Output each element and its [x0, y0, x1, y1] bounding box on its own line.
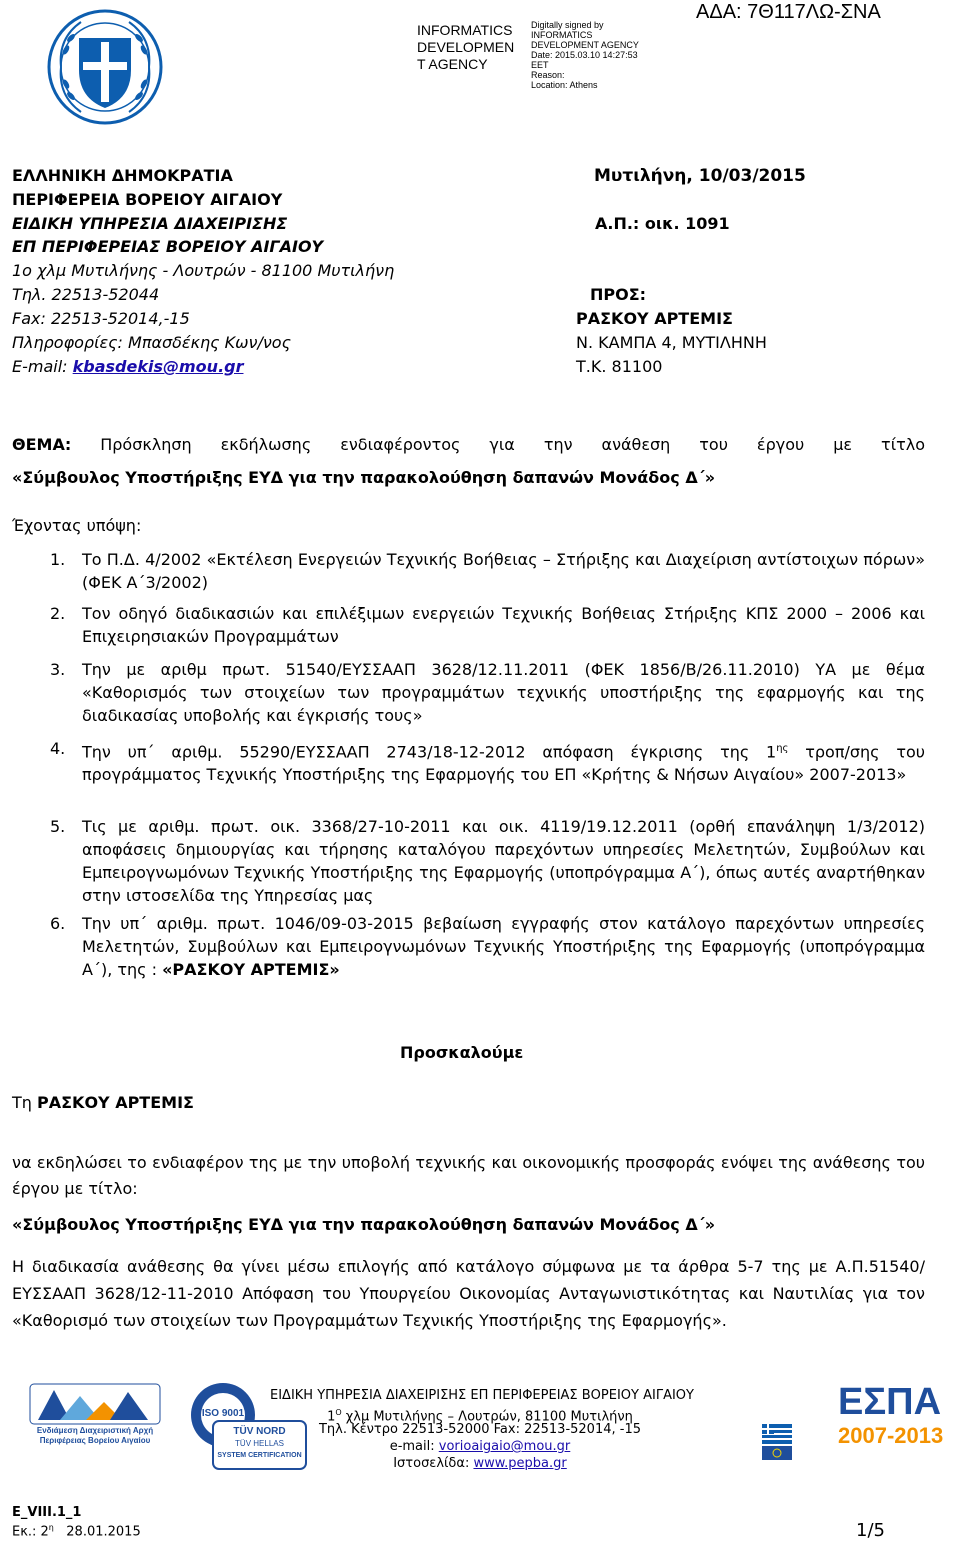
signer-line: DEVELOPMEN	[417, 39, 515, 55]
list-item-number: 5.	[50, 817, 66, 836]
espa-title: ΕΣΠΑ	[838, 1381, 942, 1423]
signature-details	[531, 20, 639, 90]
list-item-text: Την με αριθμ πρωτ. 51540/ΕΥΣΣΑΑΠ 3628/12.11.2011 (ΦΕΚ 1856/Β/26.11.2010) ΥΑ με θέμα «Καθορισμός των στοιχείων των προγραμμάτων τεχνικής υποστήριξης της εφαρμογής και της διαδικασίας υποβολής και έγκρισής τους»	[82, 660, 925, 725]
sender-fax: Fax: 22513-52014,-15	[12, 309, 190, 328]
list-item-number: 1.	[50, 550, 66, 569]
document-code: Ε_VIII.1_1	[12, 1505, 82, 1520]
list-item-text-part: Την υπ΄ αριθμ. 55290/ΕΥΣΣΑΑΠ 2743/18-12-2012 απόφαση έγκρισης της 1	[82, 742, 777, 762]
list-item-text: Τις με αριθμ. πρωτ. οικ. 3368/27-10-2011 και οικ. 4119/19.12.2011 (ορθή επανάληψη 1/3/2012) αποφάσεις δημιουργίας και τήρησης καταλόγου παρεχόντων υπηρεσίες Μελετητών, Συμβούλων και Εμπειρογνωμόνων Τεχνικής Υποστήριξης της Εφαρμογής (υποπρόγραμμα Α΄), όπως αυτές αναρτήθηκαν στην ιστοσελίδα της Υπηρεσίας μας	[82, 817, 925, 905]
recipient-name: ΡΑΣΚΟΥ ΑΡΤΕΜΙΣ	[576, 309, 733, 328]
footer-site-row	[270, 1456, 690, 1472]
subject-line-2: «Σύμβουλος Υποστήριξης ΕΥΔ για την παρακολούθηση δαπανών Μονάδος Δ΄»	[12, 468, 716, 487]
list-item-text-part: Την υπ΄ αριθμ. πρωτ. 1046/09-03-2015 βεβαίωση εγγραφής στον κατάλογο παρεχόντων υπηρεσίες Μελετητών, Συμβούλων και Εμπειρογνωμόνων Τεχνικής Υποστήριξης της Εφαρμογής (υποπρόγραμμα Α΄), της :	[82, 914, 925, 979]
list-item-number: 2.	[50, 604, 66, 623]
addressee-prefix: Τη	[12, 1093, 37, 1112]
recipient-address: Ν. ΚΑΜΠΑ 4, ΜΥΤΙΛΗΝΗ	[576, 333, 767, 352]
espa-logo	[760, 1380, 944, 1462]
signature-signer	[417, 22, 514, 73]
sender-email-row	[12, 357, 243, 377]
subject-text: Πρόσκληση εκδήλωσης ενδιαφέροντος για την ανάθεση του έργου με τίτλο	[100, 435, 925, 454]
sender-email-label: E-mail:	[12, 357, 73, 376]
footer-phone: Τηλ. Κέντρο 22513-52000 Fax: 22513-52014, -15	[318, 1422, 641, 1437]
sender-line-2: ΠΕΡΙΦΕΡΕΙΑ ΒΟΡΕΙΟΥ ΑΙΓΑΙΟΥ	[12, 190, 283, 209]
edition-date: 28.01.2015	[66, 1524, 141, 1540]
procedure-text: Η διαδικασία ανάθεσης θα γίνει μέσω επιλογής από κατάλογο σύμφωνα με τα άρθρα 5-7 της με Α.Π.51540/ΕΥΣΣΑΑΠ 3628/12-11-2010 Απόφαση του Υπουργείου Οικονομίας Ανταγωνιστικότητας και Ναυτιλίας για τον «Καθορισμό των στοιχείων των Προγραμμάτων Τεχνικής Υποστήριξης της Εφαρμογής».	[12, 1257, 925, 1330]
footer-address-part: 1	[327, 1409, 336, 1425]
tuv-hellas-label: TÜV HELLAS	[235, 1439, 284, 1448]
signature-detail-line: EET	[531, 60, 549, 70]
place-date: Μυτιλήνη, 10/03/2015	[594, 166, 806, 186]
considering-heading: Έχοντας υπόψη:	[12, 516, 142, 535]
sender-address: 1ο χλμ Μυτιλήνης - Λουτρών - 81100 Μυτιλήνη	[12, 261, 395, 280]
sender-info: Πληροφορίες: Μπασδέκης Κων/νος	[12, 333, 291, 352]
footer-site-label: Ιστοσελίδα:	[393, 1456, 474, 1471]
signature-detail-line: Date: 2015.03.10 14:27:53	[531, 50, 638, 60]
iso-label: ISO 9001	[201, 1408, 245, 1419]
sender-email-link[interactable]: kbasdekis@mou.gr	[72, 357, 244, 376]
greek-emblem-logo	[46, 8, 164, 126]
tuv-nord-label: TÜV NORD	[233, 1426, 286, 1437]
list-item-number: 4.	[50, 739, 66, 758]
subject-label: ΘΕΜΑ:	[12, 435, 72, 454]
list-item-bold-name: «ΡΑΣΚΟΥ ΑΡΤΕΜΙΣ»	[162, 960, 340, 979]
addressee-row	[12, 1093, 194, 1113]
edition-sup: η	[48, 1523, 54, 1532]
edition-label: Εκ.: 2	[12, 1524, 49, 1540]
list-item-number: 3.	[50, 660, 66, 679]
footer-email-link[interactable]: vorioaigaio@mou.gr	[438, 1439, 571, 1454]
list-item-superscript: ης	[776, 743, 789, 754]
list-item-text	[82, 912, 925, 981]
list-item-text: Τον οδηγό διαδικασιών και επιλέξιμων ενεργειών Τεχνικής Βοήθειας Στήριξης ΚΠΣ 2000 – 2006 και Επιχειρησιακών Προγραμμάτων	[82, 604, 925, 646]
recipient-label: ΠΡΟΣ:	[590, 285, 647, 304]
footer-email-label: e-mail:	[389, 1439, 439, 1454]
invite-heading: Προσκαλούμε	[400, 1043, 524, 1062]
sender-line-1: ΕΛΛΗΝΙΚΗ ΔΗΜΟΚΡΑΤΙΑ	[12, 166, 233, 185]
footer-address-sup: Ο	[335, 1408, 342, 1417]
signature-detail-line: INFORMATICS	[531, 30, 593, 40]
footer-org: ΕΙΔΙΚΗ ΥΠΗΡΕΣΙΑ ΔΙΑΧΕΙΡΙΣΗΣ ΕΠ ΠΕΡΙΦΕΡΕΙΑΣ ΒΟΡΕΙΟΥ ΑΙΓΑΙΟΥ	[270, 1388, 694, 1403]
sender-line-4: ΕΠ ΠΕΡΙΦΕΡΕΙΑΣ ΒΟΡΕΙΟΥ ΑΙΓΑΙΟΥ	[12, 237, 324, 256]
system-certification-label: SYSTEM CERTIFICATION	[217, 1452, 302, 1459]
page-number: 1/5	[856, 1520, 885, 1541]
signer-line: T AGENCY	[417, 56, 488, 72]
protocol-number: Α.Π.: οικ. 1091	[595, 214, 730, 233]
list-item-number: 6.	[50, 914, 66, 933]
footer-address-part: χλμ Μυτιλήνης – Λουτρών, 81100 Μυτιλήνη	[341, 1409, 633, 1425]
sender-line-3: ΕΙΔΙΚΗ ΥΠΗΡΕΣΙΑ ΔΙΑΧΕΙΡΙΣΗΣ	[12, 214, 288, 233]
sender-phone: Τηλ. 22513-52044	[12, 285, 160, 304]
edition-row	[12, 1520, 141, 1539]
list-item-text: Το Π.Δ. 4/2002 «Εκτέλεση Ενεργειών Τεχνικής Βοήθειας – Στήριξης και Διαχείριση αντίστοιχων πόρων» (ΦΕΚ Α΄3/2002)	[82, 550, 925, 592]
ada-reference: ΑΔΑ: 7Θ117ΛΩ-ΣΝΑ	[696, 1, 881, 23]
signature-detail-line: DEVELOPMENT AGENCY	[531, 40, 639, 50]
invite-text: να εκδηλώσει το ενδιαφέρον της με την υποβολή τεχνικής και οικονομικής προσφοράς ενόψει της ανάθεσης του έργου με τίτλο:	[12, 1153, 925, 1198]
signature-detail-line: Location: Athens	[531, 80, 598, 90]
footer-email-row	[270, 1439, 690, 1455]
footer-site-link[interactable]: www.pepba.gr	[473, 1456, 567, 1471]
signer-line: INFORMATICS	[417, 22, 513, 38]
managing-authority-caption: Ενδιάμεση Διαχειριστική Αρχή Περιφέρειας Βορείου Αιγαίου	[36, 1426, 154, 1445]
addressee-name: ΡΑΣΚΟΥ ΑΡΤΕΜΙΣ	[37, 1093, 194, 1112]
list-item-text	[82, 737, 925, 786]
project-title: «Σύμβουλος Υποστήριξης ΕΥΔ για την παρακολούθηση δαπανών Μονάδος Δ΄»	[12, 1215, 716, 1234]
espa-years: 2007-2013	[838, 1423, 944, 1448]
list-item-text-part: τροπ/σης του προγράμματος Τεχνικής Υποστήριξης της Εφαρμογής του ΕΠ «Κρήτης & Νήσων Αιγαίου» 2007-2013»	[82, 742, 925, 785]
signature-detail-line: Reason:	[531, 70, 565, 80]
subject-line-1	[12, 435, 925, 455]
signature-detail-line: Digitally signed by	[531, 20, 604, 30]
recipient-postcode: Τ.Κ. 81100	[576, 357, 663, 376]
managing-authority-logo	[20, 1380, 170, 1456]
